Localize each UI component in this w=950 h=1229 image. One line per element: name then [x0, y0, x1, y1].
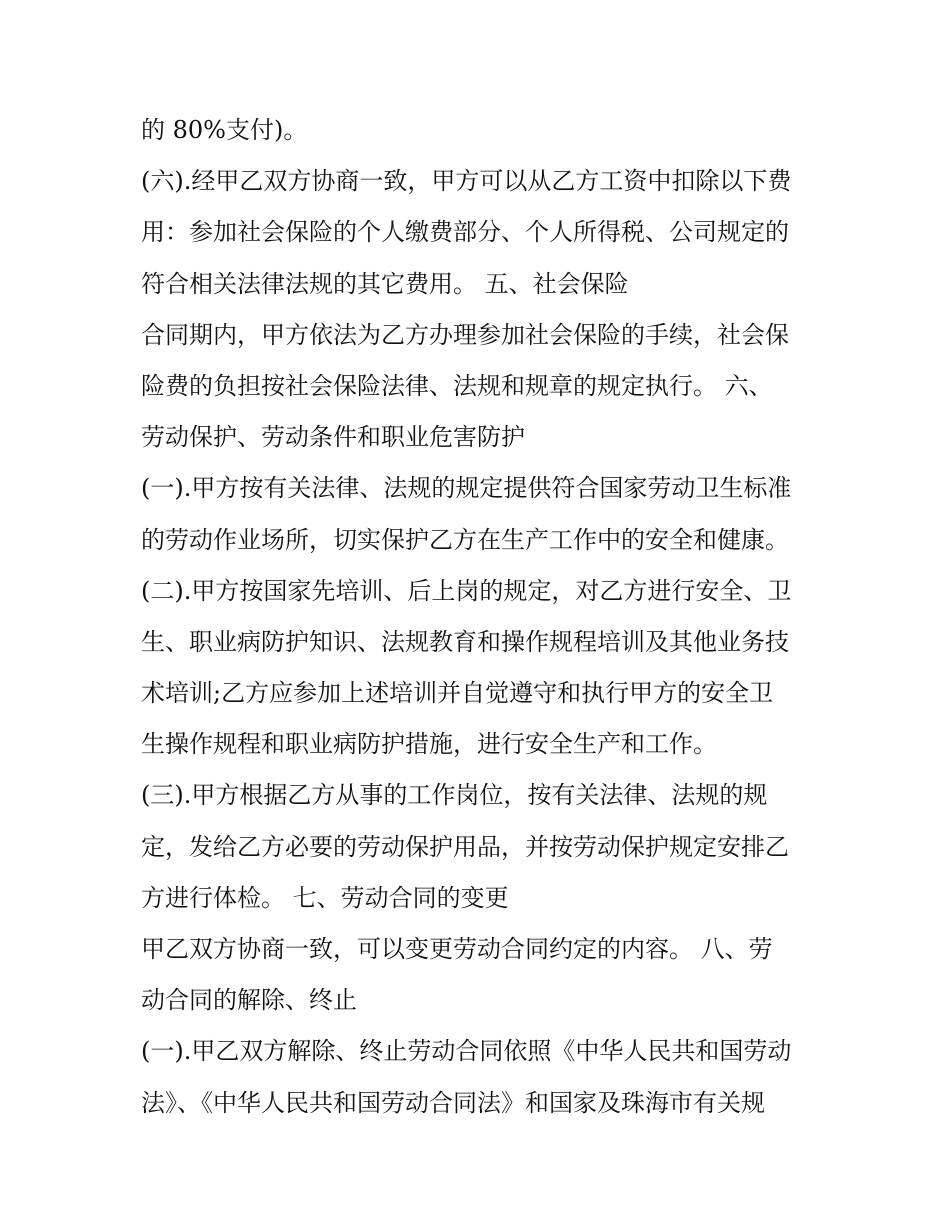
text-line: 用：参加社会保险的个人缴费部分、个人所得税、公司规定的 [141, 218, 789, 247]
text-line: 的劳动作业场所，切实保护乙方在生产工作中的安全和健康。 [141, 525, 789, 554]
text-line: 符合相关法律法规的其它费用。 五、社会保险 [141, 269, 629, 298]
text-line: (一).甲乙双方解除、终止劳动合同依照《中华人民共和国劳动 [141, 1037, 792, 1066]
document-body [141, 110, 821, 1134]
text-line: (一).甲方按有关法律、法规的规定提供符合国家劳动卫生标准 [141, 474, 792, 503]
text-line: (二).甲方按国家先培训、后上岗的规定，对乙方进行安全、卫 [141, 576, 792, 605]
text-line: 生操作规程和职业病防护措施，进行安全生产和工作。 [141, 730, 717, 759]
text-line: 险费的负担按社会保险法律、法规和规章的规定执行。 六、 [141, 371, 773, 400]
text-line: 术培训;乙方应参加上述培训并自觉遵守和执行甲方的安全卫 [141, 679, 774, 708]
text-line: (三).甲方根据乙方从事的工作岗位，按有关法律、法规的规 [141, 781, 768, 810]
text-line: (六).经甲乙双方协商一致，甲方可以从乙方工资中扣除以下费 [141, 167, 792, 196]
text-line: 方进行体检。 七、劳动合同的变更 [141, 883, 509, 912]
text-line: 的 80%支付)。 [141, 116, 308, 144]
text-line: 法》、《中华人民共和国劳动合同法》和国家及珠海市有关规 [141, 1088, 765, 1117]
text-line: 动合同的解除、终止 [141, 986, 357, 1015]
text-line: 甲乙双方协商一致，可以变更劳动合同约定的内容。 八、劳 [141, 935, 773, 963]
text-line: 定，发给乙方必要的劳动保护用品，并按劳动保护规定安排乙 [141, 832, 789, 861]
text-line: 合同期内，甲方依法为乙方办理参加社会保险的手续，社会保 [141, 320, 789, 349]
text-line: 劳动保护、劳动条件和职业危害防护 [141, 423, 525, 452]
text-line: 生、职业病防护知识、法规教育和操作规程培训及其他业务技 [141, 627, 789, 656]
